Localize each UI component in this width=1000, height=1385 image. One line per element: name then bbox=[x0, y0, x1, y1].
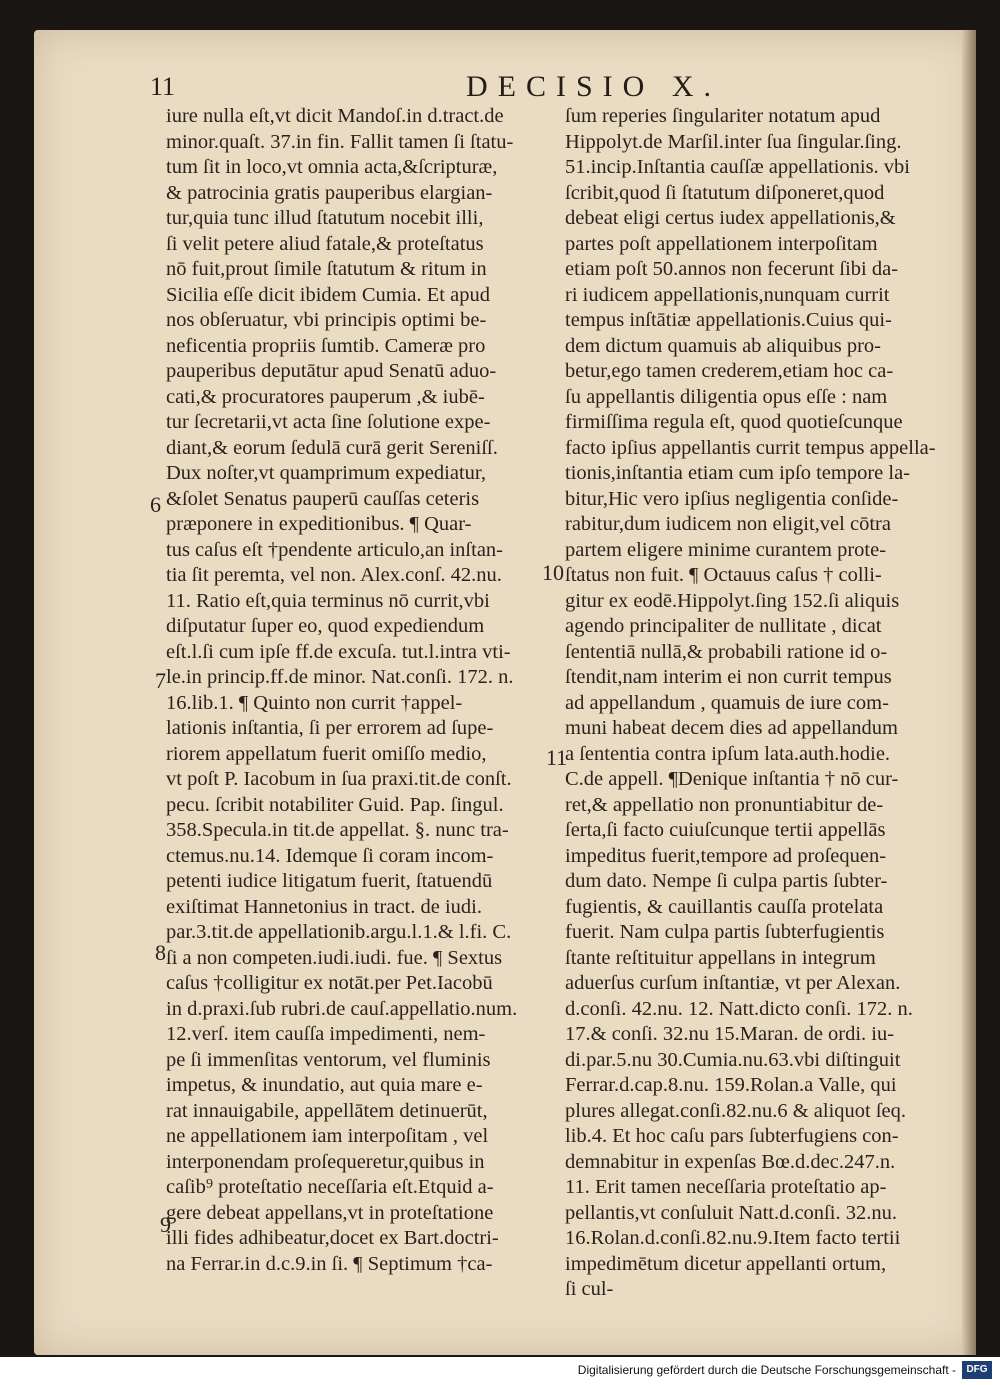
margin-number: 10 bbox=[542, 560, 564, 585]
text-line: ne appellationem iam interpoſitam , vel bbox=[166, 1125, 489, 1147]
text-line: caſus †colligitur ex notāt.per Pet.Iacobū bbox=[166, 972, 493, 994]
text-line: partem eligere minime curantem prote- bbox=[565, 538, 887, 561]
text-line: muni habeat decem dies ad appellandum bbox=[565, 717, 899, 739]
text-line: tus caſus eſt †pendente articulo,an inſtan- bbox=[166, 538, 503, 561]
text-line: exiſtimat Hannetonius in tract. de iudi. bbox=[166, 895, 482, 918]
text-line: d.conſi. 42.nu. 12. Natt.dicto conſi. 172. n. bbox=[565, 997, 913, 1020]
text-line: Dux noſter,vt quamprimum expediatur, bbox=[166, 462, 487, 484]
margin-number: 11 bbox=[546, 745, 568, 770]
footer-credit-text: Digitalisierung gefördert durch die Deutsche Forschungsgemeinschaft - bbox=[577, 1363, 956, 1377]
margin-number: 8 bbox=[155, 940, 166, 965]
text-line: tionis,inſtantia etiam cum ipſo tempore la- bbox=[565, 462, 910, 484]
right-text-column bbox=[565, 104, 945, 1303]
text-line: le.in princip.ff.de minor. Nat.conſi. 172. n. bbox=[166, 666, 514, 688]
text-line: betur,ego tamen crederem,etiam hoc ca- bbox=[565, 360, 894, 382]
page-spine-edge bbox=[962, 30, 976, 1355]
text-line: impetus, & inundatio, aut quia mare e- bbox=[166, 1074, 483, 1096]
text-line: ad appellandum , quamuis de iure com- bbox=[565, 691, 889, 714]
text-line: C.de appell. ¶Denique inſtantia † nō cur- bbox=[565, 768, 899, 790]
text-line: ſi velit petere aliud fatale,& proteſtatus bbox=[166, 232, 484, 255]
text-line: 17.& conſi. 32.nu 15.Maran. de ordi. iu- bbox=[565, 1023, 895, 1045]
text-line: &ſolet Senatus pauperū cauſſas ceteris bbox=[166, 487, 480, 510]
folio-number: 11 bbox=[150, 72, 176, 101]
text-line: 11. Erit tamen neceſſaria proteſtatio ap- bbox=[565, 1176, 887, 1198]
text-line: ſum reperies ſingulariter notatum apud bbox=[565, 105, 881, 127]
text-line: ſtante reſtituitur appellans in integrum bbox=[565, 946, 876, 969]
text-line: debeat eligi certus iudex appellationis,& bbox=[565, 207, 896, 229]
text-line: minor.quaſt. 37.in fin. Fallit tamen ſi ſtatu- bbox=[166, 130, 514, 153]
text-line: 12.verſ. item cauſſa impedimenti, nem- bbox=[166, 1023, 486, 1045]
text-line: ſi cul- bbox=[565, 1278, 614, 1300]
text-line: ctemus.nu.14. Idemque ſi coram incom- bbox=[166, 844, 494, 867]
text-line: 11. Ratio eſt,quia terminus nō currit,vbi bbox=[166, 589, 490, 612]
text-line: bitur,Hic vero ipſius negligentia conſide- bbox=[565, 487, 899, 510]
text-line: rabitur,dum iudicem non eligit,vel cōtra bbox=[565, 513, 891, 535]
text-line: pe ſi immenſitas ventorum, vel fluminis bbox=[166, 1048, 491, 1071]
text-line: caſib⁹ proteſtatio neceſſaria eſt.Etquid a- bbox=[166, 1176, 494, 1198]
margin-number: 9 bbox=[160, 1212, 171, 1237]
text-line: ſi a non competen.iudi.iudi. fue. ¶ Sextus bbox=[166, 946, 503, 969]
text-line: tur,quia tunc illud ſtatutum nocebit illi, bbox=[166, 207, 484, 229]
text-line: na Ferrar.in d.c.9.in ſi. ¶ Septimum †ca- bbox=[166, 1252, 493, 1275]
text-line: demnabitur in expenſas Bœ.d.dec.247.n. bbox=[565, 1150, 896, 1173]
text-line: dum dato. Nempe ſi culpa partis ſubter- bbox=[565, 870, 888, 892]
text-line: nō fuit,prout ſimile ſtatutum & ritum in bbox=[166, 258, 487, 280]
text-line: & patrocinia gratis pauperibus elargian- bbox=[166, 181, 493, 204]
text-line: petenti iudice litigatum fuerit, ſtatuendū bbox=[166, 870, 493, 892]
text-line: ſerta,ſi facto cuiuſcunque tertii appellās bbox=[565, 819, 886, 841]
text-line: tempus inſtātiæ appellationis.Cuius qui- bbox=[565, 309, 892, 331]
digitization-footer bbox=[0, 1357, 1000, 1385]
text-line: 51.incip.Inſtantia cauſſæ appellationis. vbi bbox=[565, 156, 911, 178]
text-line: 16.lib.1. ¶ Quinto non currit †appel- bbox=[166, 691, 463, 714]
running-title: DECISIO X. bbox=[466, 70, 721, 103]
text-line: aduerſus curſum inſtantiæ, vt per Alexan. bbox=[565, 972, 901, 994]
text-line: interponendam proſequeretur,quibus in bbox=[166, 1150, 485, 1173]
text-line: tur ſecretarii,vt acta ſine ſolutione expe- bbox=[166, 411, 491, 433]
text-line: diant,& eorum ſedulā curā gerit Sereniſſ. bbox=[166, 436, 498, 459]
dfg-logo-icon: DFG bbox=[962, 1361, 992, 1379]
margin-number: 7 bbox=[155, 668, 166, 693]
text-line: dem dictum quamuis ab aliquibus pro- bbox=[565, 334, 881, 357]
text-line: Ferrar.d.cap.8.nu. 159.Rolan.a Valle, qui bbox=[565, 1074, 897, 1096]
text-line: illi fides adhibeatur,docet ex Bart.doctri- bbox=[166, 1227, 499, 1249]
text-line: etiam poſt 50.annos non fecerunt ſibi da- bbox=[565, 258, 899, 280]
text-line: 358.Specula.in tit.de appellat. §. nunc tra- bbox=[166, 819, 509, 841]
text-line: ri iudicem appellationis,nunquam currit bbox=[565, 283, 890, 306]
text-line: ret,& appellatio non pronuntiabitur de- bbox=[565, 793, 884, 816]
text-line: gere debeat appellans,vt in proteſtatione bbox=[166, 1201, 494, 1224]
text-line: ſcribit,quod ſi ſtatutum diſponeret,quod bbox=[565, 181, 885, 204]
text-line: cati,& procuratores pauperum ,& iubē- bbox=[166, 385, 485, 408]
text-line: ſtatus non fuit. ¶ Octauus caſus † colli- bbox=[565, 564, 882, 586]
text-line: lationis inſtantia, ſi per errorem ad ſupe- bbox=[166, 717, 494, 739]
left-text-column bbox=[166, 104, 546, 1277]
text-line: gitur ex eodē.Hippolyt.ſing 152.ſi aliquis bbox=[565, 589, 900, 612]
text-line: agendo principaliter de nullitate , dicat bbox=[565, 615, 882, 637]
text-line: vt poſt P. Iacobum in ſua praxi.tit.de conſt. bbox=[166, 768, 512, 790]
text-line: eſt.l.ſi cum ipſe ff.de excuſa. tut.l.intra vti- bbox=[166, 640, 511, 663]
text-line: ſtendit,nam interim ei non currit tempus bbox=[565, 666, 892, 688]
text-line: ſententiā nullā,& probabili ratione id o- bbox=[565, 640, 888, 663]
text-line: 16.Rolan.d.conſi.82.nu.9.Item facto tertii bbox=[565, 1227, 901, 1249]
text-line: præponere in expeditionibus. ¶ Quar- bbox=[166, 513, 472, 535]
text-line: tia ſit peremta, vel non. Alex.conſ. 42.nu. bbox=[166, 564, 502, 586]
text-line: lib.4. Et hoc caſu pars ſubterfugiens con- bbox=[565, 1125, 899, 1147]
text-line: a ſententia contra ipſum lata.auth.hodie. bbox=[565, 742, 891, 765]
text-line: ſu appellantis diligentia opus eſſe : nam bbox=[565, 385, 888, 408]
text-line: pauperibus deputātur apud Senatū aduo- bbox=[166, 360, 497, 382]
text-line: firmiſſima regula eſt, quod quotieſcunque bbox=[565, 411, 903, 433]
text-line: pecu. ſcribit notabiliter Guid. Pap. ſingul. bbox=[166, 793, 504, 816]
text-line: pellantis,vt conſuluit Natt.d.conſi. 32.nu. bbox=[565, 1201, 897, 1224]
text-line: partes poſt appellationem interpoſitam bbox=[565, 232, 878, 255]
text-line: par.3.tit.de appellationib.argu.l.1.& l.fi. C. bbox=[166, 921, 512, 943]
text-line: impedimētum dicetur appellanti ortum, bbox=[565, 1252, 887, 1275]
text-line: Sicilia eſſe dicit ibidem Cumia. Et apud bbox=[166, 283, 490, 306]
text-line: di.par.5.nu 30.Cumia.nu.63.vbi diſtinguit bbox=[565, 1048, 901, 1071]
text-line: diſputatur ſuper eo, quod expediendum bbox=[166, 615, 485, 637]
text-line: fugientis, & cauillantis cauſſa protelata bbox=[565, 895, 884, 918]
text-line: rat innauigabile, appellātem detinuerūt, bbox=[166, 1099, 488, 1122]
margin-number: 6 bbox=[150, 492, 161, 517]
text-line: in d.praxi.ſub rubri.de cauſ.appellatio.num. bbox=[166, 997, 518, 1020]
text-line: nos obſeruatur, vbi principis optimi be- bbox=[166, 309, 487, 331]
text-line: fuerit. Nam culpa partis ſubterfugientis bbox=[565, 921, 885, 943]
text-line: plures allegat.conſi.82.nu.6 & aliquot ſeq. bbox=[565, 1099, 907, 1122]
text-line: Hippolyt.de Marſil.inter ſua ſingular.ſing. bbox=[565, 130, 902, 153]
text-line: riorem appellatum fuerit omiſſo medio, bbox=[166, 742, 487, 765]
text-line: impeditus fuerit,tempore ad proſequen- bbox=[565, 844, 887, 867]
text-line: iure nulla eſt,vt dicit Mandoſ.in d.tract.de bbox=[166, 105, 504, 127]
text-line: tum ſit in loco,vt omnia acta,&ſcripturæ, bbox=[166, 156, 498, 178]
text-line: facto ipſius appellantis currit tempus appella- bbox=[565, 436, 936, 459]
text-line: neficentia propriis ſumtib. Cameræ pro bbox=[166, 334, 486, 357]
